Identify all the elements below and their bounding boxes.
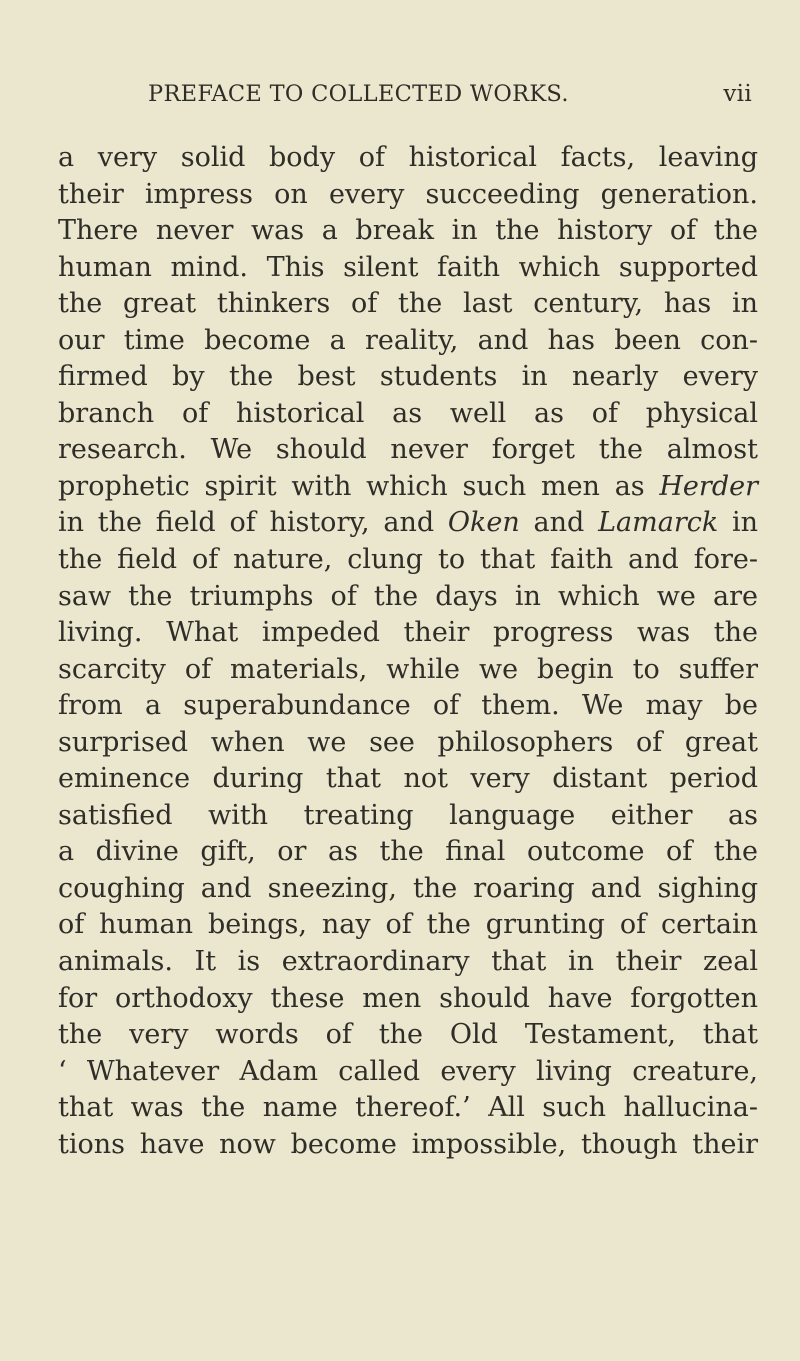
text-line: saw the triumphs of the days in which we are: [58, 580, 758, 612]
text-line: the field of nature, clung to that faith and fore-: [58, 544, 758, 576]
italic-name-lamarck: Lamarck: [598, 507, 719, 539]
text-line: scarcity of materials, while we begin to suffer: [58, 653, 758, 685]
text-line: human mind. This silent faith which supported: [58, 251, 758, 283]
running-head-title: PREFACE TO COLLECTED WORKS.: [148, 81, 569, 107]
text-line: the great thinkers of the last century, has in: [58, 288, 758, 320]
text-line: that was the name thereof.’ All such hallucina-: [58, 1092, 758, 1124]
text-run: and: [519, 507, 599, 539]
text-run: in the field of history, and: [58, 507, 448, 539]
running-head: [148, 81, 752, 113]
text-line: a very solid body of historical facts, leaving: [58, 142, 758, 173]
text-line: research. We should never forget the almost: [58, 434, 758, 466]
text-line: [58, 469, 758, 506]
text-line: their impress on every succeeding generation.: [58, 178, 758, 210]
text-line: our time become a reality, and has been con-: [58, 324, 758, 356]
text-line: satisfied with treating language either as: [58, 799, 758, 831]
italic-name-herder: Herder: [659, 470, 758, 502]
text-line: from a superabundance of them. We may be: [58, 690, 758, 722]
text-line: firmed by the best students in nearly every: [58, 361, 758, 393]
text-line: [58, 505, 758, 542]
text-line: eminence during that not very distant period: [58, 763, 758, 795]
text-line: the very words of the Old Testament, that: [58, 1019, 758, 1051]
text-line: a divine gift, or as the final outcome of the: [58, 836, 758, 868]
text-run: in: [718, 507, 759, 539]
text-line: branch of historical as well as of physical: [58, 397, 758, 429]
text-run: prophetic spirit with which such men as: [58, 470, 660, 502]
page-number: vii: [723, 81, 752, 107]
text-line: tions have now become impossible, though their: [58, 1128, 758, 1160]
text-line: of human beings, nay of the grunting of certain: [58, 909, 758, 941]
text-line: animals. It is extraordinary that in their zeal: [58, 946, 758, 978]
text-line: There never was a break in the history of the: [58, 215, 758, 247]
text-line: ‘ Whatever Adam called every living creature,: [58, 1055, 758, 1087]
italic-name-oken: Oken: [447, 507, 520, 539]
text-line: coughing and sneezing, the roaring and sighing: [58, 872, 758, 904]
text-line: living. What impeded their progress was the: [58, 617, 758, 649]
text-line: surprised when we see philosophers of great: [58, 726, 758, 758]
body-paragraph: [58, 140, 758, 1163]
text-line: for orthodoxy these men should have forgotten: [58, 982, 758, 1014]
